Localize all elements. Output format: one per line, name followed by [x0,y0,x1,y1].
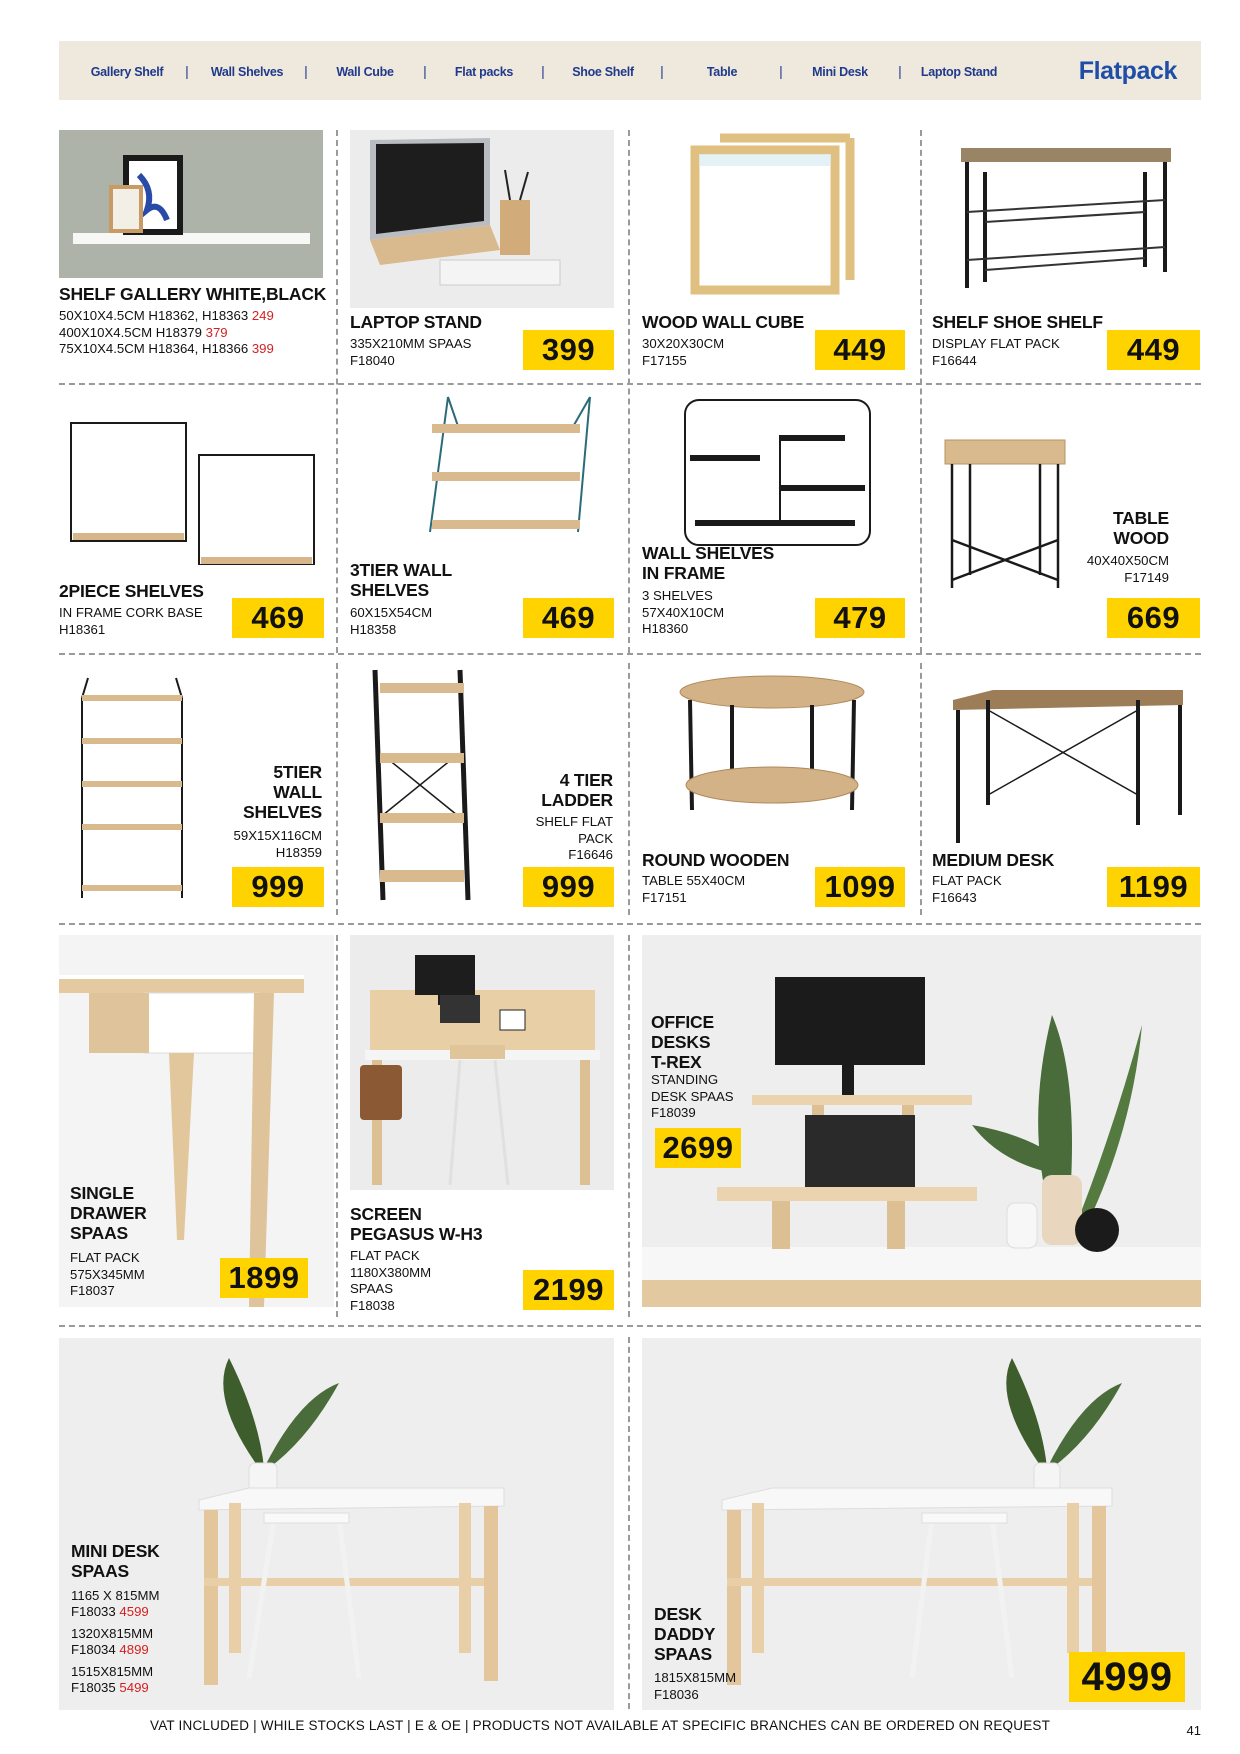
product-title: LAPTOP STAND [350,312,482,332]
ladder-shelf-photo [365,665,480,903]
variant-price: 5499 [119,1680,149,1695]
product-details: 60X15X54CM H18358 [350,605,433,637]
row-divider [59,923,1201,925]
price-tag: 999 [523,867,614,907]
nav-flat-packs[interactable]: Flat packs [454,65,514,79]
size-variant: 50X10X4.5CM H18362, H18363 249 [59,308,274,323]
category-nav-bar [59,41,1201,100]
frame-shelves-photo [59,415,323,565]
nav-mini-desk[interactable]: Mini Desk [812,65,868,79]
variant-price: 4599 [119,1604,149,1619]
column-divider [920,130,922,653]
product-details: DISPLAY FLAT PACK F16644 [932,336,1060,368]
size-variant: F18035 5499 [71,1680,149,1695]
product-details: STANDING DESK SPAAS F18039 [651,1072,734,1120]
size-variant: 75X10X4.5CM H18364, H18366 399 [59,341,274,356]
product-details: 59X15X116CM H18359 [233,828,322,860]
product-title: DESK DADDY SPAAS [654,1604,716,1664]
size-variant: 400X10X4.5CM H18379 379 [59,324,228,340]
row-divider [59,1325,1201,1327]
price-tag: 4999 [1069,1652,1185,1702]
size-variant: F18034 4899 [71,1642,149,1657]
price-tag: 669 [1107,598,1200,638]
column-divider [628,1337,630,1709]
product-details: 40X40X50CM F17149 [1086,553,1169,585]
side-table-photo [940,430,1070,590]
nav-separator: | [779,63,783,79]
variant-price: 249 [251,308,274,323]
price-tag: 399 [523,330,614,370]
product-details: TABLE 55X40CM F17151 [642,873,746,905]
column-divider [336,130,338,653]
page-number: 41 [1186,1723,1201,1738]
nav-separator: | [541,63,545,79]
price-tag: 1099 [815,867,905,907]
product-title: SHELF SHOE SHELF [932,312,1103,332]
product-title: ROUND WOODEN [642,850,790,870]
variant-price: 379 [205,324,228,340]
gallery-shelf-photo [59,130,323,278]
size-variant: F18033 4599 [71,1604,149,1619]
row-divider [59,383,1201,385]
product-title: 2PIECE SHELVES [59,581,204,601]
variant-price: 4899 [119,1642,149,1657]
product-details: SHELF FLAT PACK F16646 [535,814,613,862]
product-details: 1165 X 815MM F18033 4599 1320X815MM F18034 4899 1515X815MM F18035 5499 [71,1588,160,1695]
column-divider [628,935,630,1317]
nav-separator: | [423,63,427,79]
price-tag: 2699 [655,1128,741,1168]
price-tag: 469 [232,598,324,638]
price-tag: 449 [815,330,905,370]
nav-wall-shelves[interactable]: Wall Shelves [210,65,284,79]
product-details: FLAT PACK F16643 [932,873,1002,905]
column-divider [628,663,630,915]
pegasus-desk-photo [350,935,614,1190]
nav-separator: | [898,63,902,79]
price-tag: 1199 [1107,867,1200,907]
product-details: 1815X815MM F18036 [654,1670,737,1702]
nav-wall-cube[interactable]: Wall Cube [336,65,394,79]
column-divider [336,663,338,915]
brand-title: Flatpack [1078,57,1177,85]
product-title: SINGLE DRAWER SPAAS [70,1183,147,1243]
laptop-stand-photo [350,130,614,308]
variant-price: 399 [251,341,274,356]
product-title: 5TIER WALL SHELVES [243,762,322,822]
row-divider [59,653,1201,655]
round-table-photo [672,670,872,820]
price-tag: 479 [815,598,905,638]
medium-desk-photo [948,685,1188,845]
price-tag: 449 [1107,330,1200,370]
nav-table[interactable]: Table [706,65,738,79]
5tier-shelf-photo [72,673,192,903]
product-title: 3TIER WALL SHELVES [350,560,453,600]
product-title: SHELF GALLERY WHITE,BLACK [59,284,327,304]
price-tag: 999 [232,867,324,907]
wall-frame-shelf-photo [680,395,875,550]
product-title: MINI DESK SPAAS [71,1541,160,1581]
product-details: FLAT PACK 575X345MM F18037 [70,1250,145,1298]
product-title: MEDIUM DESK [932,850,1055,870]
product-title: TABLE WOOD [1112,508,1169,548]
product-title: OFFICE DESKS T-REX [651,1012,714,1072]
product-details: 30X20X30CM F17155 [642,336,725,368]
price-tag: 2199 [523,1270,614,1310]
product-details: 335X210MM SPAAS F18040 [350,336,472,368]
3tier-shelf-photo [420,392,605,540]
price-tag: 469 [523,598,614,638]
column-divider [920,663,922,915]
nav-gallery-shelf[interactable]: Gallery Shelf [90,65,164,79]
nav-laptop-stand[interactable]: Laptop Stand [920,65,998,79]
wood-cube-photo [665,130,875,308]
product-title: 4 TIER LADDER [541,770,613,810]
product-title: WOOD WALL CUBE [642,312,805,332]
price-tag: 1899 [220,1258,308,1298]
product-details: IN FRAME CORK BASE H18361 [59,605,203,637]
footer-disclaimer: VAT INCLUDED | WHILE STOCKS LAST | E & OE | PRODUCTS NOT AVAILABLE AT SPECIFIC BRANCHES CAN BE ORDERED ON REQUEST [150,1718,1051,1733]
nav-shoe-shelf[interactable]: Shoe Shelf [572,65,634,79]
product-title: SCREEN PEGASUS W-H3 [350,1204,483,1244]
column-divider [336,935,338,1317]
product-details [59,308,334,358]
nav-separator: | [660,63,664,79]
shoe-shelf-photo [955,142,1177,290]
nav-separator: | [304,63,308,79]
product-details: 3 SHELVES 57X40X10CM H18360 [642,588,725,636]
column-divider [628,130,630,653]
product-details: FLAT PACK 1180X380MM SPAAS F18038 [350,1248,432,1313]
product-title: WALL SHELVES IN FRAME [642,543,775,583]
nav-separator: | [185,63,189,79]
